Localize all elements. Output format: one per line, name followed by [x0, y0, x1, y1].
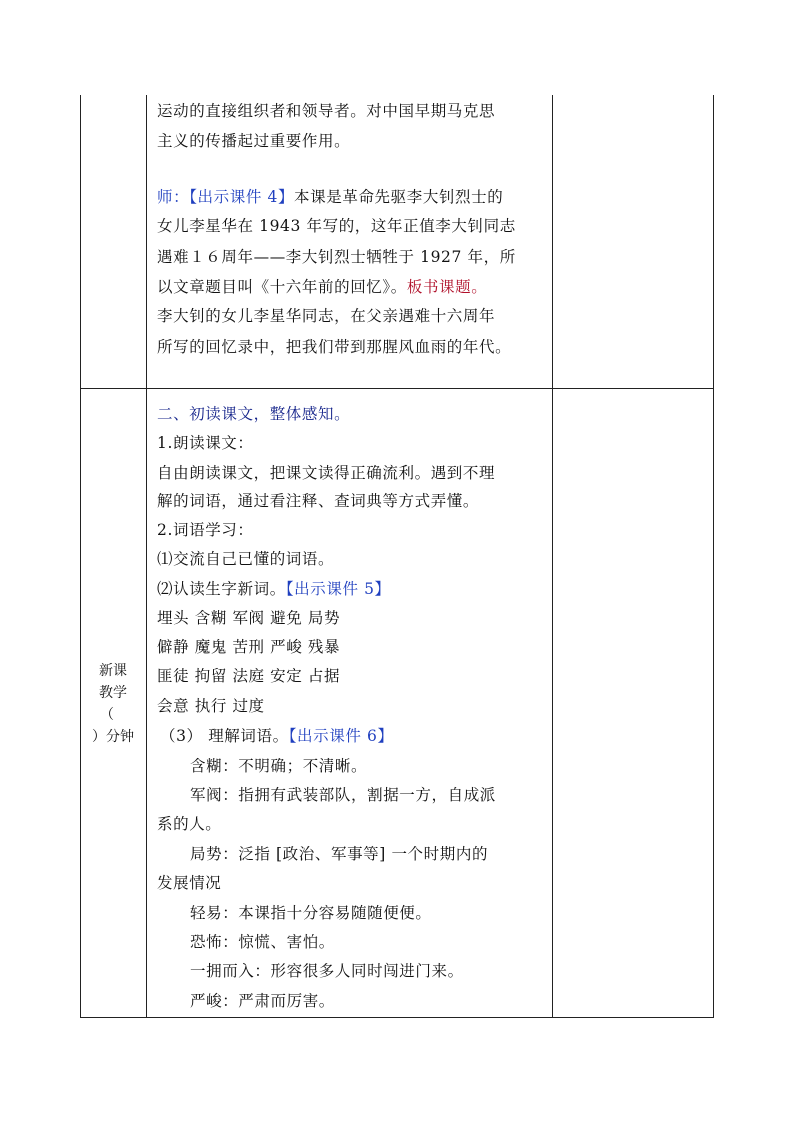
definition: 轻易：本课指十分容易随随便便。 — [190, 904, 432, 922]
paragraph-line — [157, 276, 487, 298]
courseware-5-tag: 【出示课件 5】 — [285, 580, 391, 598]
sub-item: ⑴交流自己已懂的词语。 — [157, 550, 335, 568]
paragraph-line: 解的词语，通过看注释、查词典等方式弄懂。 — [157, 492, 480, 510]
section-heading: 二、初读课文，整体感知。 — [157, 405, 351, 423]
board-title-instruction: 板书课题。 — [406, 278, 488, 296]
table-row-divider — [80, 388, 714, 389]
paragraph-line: 运动的直接组织者和领导者。对中国早期马克思 — [157, 102, 496, 120]
stage-label-line: ）分钟 — [92, 729, 134, 745]
paragraph-line: 主义的传播起过重要作用。 — [157, 132, 351, 150]
table-right-border — [713, 95, 714, 1018]
table-col1-divider — [146, 95, 147, 1018]
teacher-paragraph-line — [157, 186, 503, 208]
paragraph-line: 女儿李星华在 1943 年写的，这年正值李大钊同志 — [157, 217, 516, 235]
word-row: 僻静 魔鬼 苦刑 严峻 残暴 — [157, 638, 341, 656]
stage-label-line: （ — [100, 707, 114, 723]
paragraph-line: 遇难１６周年——李大钊烈士牺牲于 1927 年，所 — [157, 248, 516, 266]
definition: 恐怖：惊慌、害怕。 — [190, 933, 335, 951]
sub-item — [157, 578, 391, 600]
definition: 一拥而入：形容很多人同时闯进门来。 — [190, 962, 464, 980]
paragraph-line: 所写的回忆录中，把我们带到那腥风血雨的年代。 — [157, 338, 512, 356]
word-row: 会意 执行 过度 — [157, 697, 265, 715]
paragraph-text: 本课是革命先驱李大钊烈士的 — [294, 188, 504, 206]
word-row: 埋头 含糊 军阀 避免 局势 — [157, 609, 341, 627]
definition: 含糊：不明确；不清晰。 — [190, 757, 368, 775]
definition-continuation: 发展情况 — [157, 874, 222, 892]
sub-item — [160, 725, 394, 747]
definition: 严峻：严肃而厉害。 — [190, 992, 335, 1010]
table-bottom-border — [80, 1017, 714, 1018]
definition: 局势：泛指 [政治、军事等] 一个时期内的 — [190, 845, 489, 863]
sub-item-text: ⑵认读生字新词。 — [157, 580, 286, 598]
sub-item-text: （3） 理解词语。 — [160, 727, 289, 745]
item-heading: 1.朗读课文： — [157, 434, 254, 452]
definition-continuation: 系的人。 — [157, 815, 222, 833]
courseware-4-tag: 【出示课件 4】 — [189, 188, 295, 206]
table-left-border — [80, 95, 81, 1018]
courseware-6-tag: 【出示课件 6】 — [288, 727, 394, 745]
paragraph-text: 以文章题目叫《十六年前的回忆》。 — [157, 278, 407, 296]
paragraph-line: 自由朗读课文，把课文读得正确流利。遇到不理 — [157, 464, 496, 482]
table-col2-divider — [552, 95, 553, 1018]
stage-label-line: 新课 — [99, 663, 127, 679]
paragraph-line: 李大钊的女儿李星华同志，在父亲遇难十六周年 — [157, 307, 496, 325]
stage-label-line: 教学 — [99, 685, 127, 701]
item-heading: 2.词语学习： — [157, 521, 254, 539]
definition: 军阀：指拥有武装部队，割据一方，自成派 — [190, 786, 496, 804]
word-row: 匪徒 拘留 法庭 安定 占据 — [157, 667, 341, 685]
teacher-label: 师： — [157, 188, 190, 206]
